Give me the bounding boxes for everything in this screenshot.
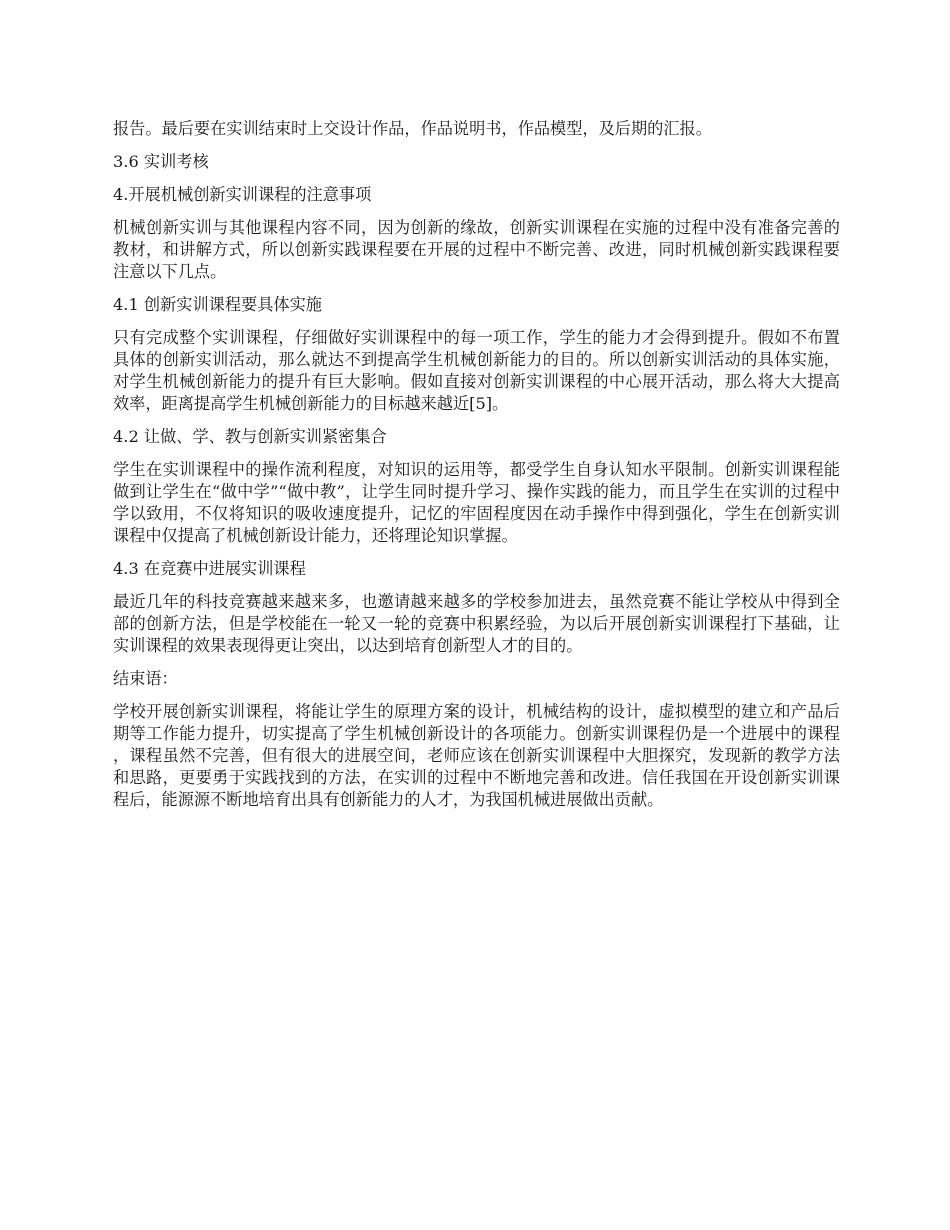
heading-3-6: 3.6 实训考核 — [113, 152, 209, 171]
paragraph-conclusion: 学校开展创新实训课程，将能让学生的原理方案的设计，机械结构的设计，虚拟模型的建立和产品后期等工作能力提升，切实提高了学生机械创新设计的各项能力。创新实训课程仍是一个进展中的课程，课程虽然不完善，但有很大的进展空间，老师应该在创新实训课程中大胆探究，发现新的教学方法和思路，更要勇于实践找到的方法，在实训的过程中不断地完善和改进。信任我国在开设创新实训课程后，能源源不断地培育出具有创新能力的人才，为我国机械进展做出贡献。 — [113, 702, 840, 809]
paragraph-report-end: 报告。最后要在实训结束时上交设计作品，作品说明书，作品模型，及后期的汇报。 — [113, 119, 712, 138]
heading-4: 4.开展机械创新实训课程的注意事项 — [113, 185, 372, 204]
heading-4-2: 4.2 让做、学、教与创新实训紧密集合 — [113, 427, 387, 446]
paragraph-4-intro: 机械创新实训与其他课程内容不同，因为创新的缘故，创新实训课程在实施的过程中没有准备完善的教材，和讲解方式，所以创新实践课程要在开展的过程中不断完善、改进，同时机械创新实践课程要注意以下几点。 — [113, 218, 840, 281]
paragraph-4-2: 学生在实训课程中的操作流利程度，对知识的运用等，都受学生自身认知水平限制。创新实训课程能做到让学生在“做中学”“做中教”，让学生同时提升学习、操作实践的能力，而且学生在实训的过程中学以致用，不仅将知识的吸收速度提升，记忆的牢固程度因在动手操作中得到强化，学生在创新实训课程中仅提高了机械创新设计能力，还将理论知识掌握。 — [113, 460, 840, 545]
document-page — [113, 118, 840, 822]
heading-4-3: 4.3 在竞赛中进展实训课程 — [113, 559, 306, 578]
heading-conclusion: 结束语： — [113, 669, 178, 688]
paragraph-4-1: 只有完成整个实训课程，仔细做好实训课程中的每一项工作，学生的能力才会得到提升。假如不布置具体的创新实训活动，那么就达不到提高学生机械创新能力的目的。所以创新实训活动的具体实施，对学生机械创新能力的提升有巨大影响。假如直接对创新实训课程的中心展开活动，那么将大大提高效率，距离提高学生机械创新能力的目标越来越近[5]。 — [113, 328, 840, 413]
heading-4-1: 4.1 创新实训课程要具体实施 — [113, 295, 322, 314]
paragraph-4-3: 最近几年的科技竞赛越来越来多，也邀请越来越多的学校参加进去，虽然竞赛不能让学校从中得到全部的创新方法，但是学校能在一轮又一轮的竞赛中积累经验，为以后开展创新实训课程打下基础，让实训课程的效果表现得更让突出，以达到培育创新型人才的目的。 — [113, 592, 840, 655]
